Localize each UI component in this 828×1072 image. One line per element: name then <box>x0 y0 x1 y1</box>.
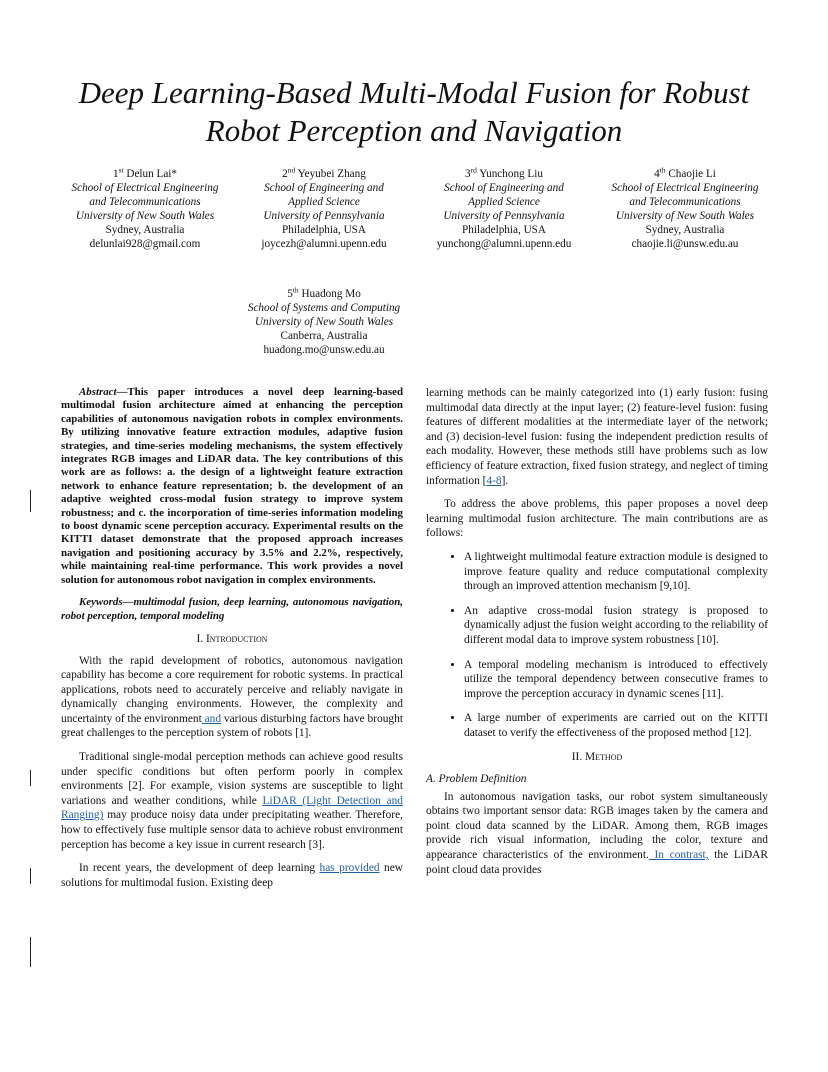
change-bar <box>30 490 31 512</box>
paragraph <box>426 790 768 878</box>
author-name: Chaojie Li <box>668 168 716 180</box>
inline-link[interactable]: LiDAR (Light Detection and Ranging) <box>61 794 403 822</box>
list-item: • A temporal modeling mechanism is introduced to effectively utilize the temporal dependency between consecutive frames to improve the perception accuracy in dynamic scenes [11]. <box>464 658 768 702</box>
section-heading-method <box>426 750 768 765</box>
paper-title: Deep Learning-Based Multi-Modal Fusion for Robust Robot Perception and Navigation <box>78 75 750 148</box>
contribution-list <box>426 550 768 741</box>
abstract-label: Abstract <box>79 386 117 398</box>
author-university: University of Pennsylvania <box>263 210 385 222</box>
abstract-text: —This paper introduces a novel deep learning-based multimodal fusion architecture aimed at enhancing the perception capabilities of autonomous navigation robots in complex environments. By utilizing innovative feature extraction modules, adaptive fusion strategies, and time-series modeling mechanisms, the system effectively integrates RGB images and LiDAR data. The key contributions of this work are as follows: a. the design of a lightweight feature extraction network to enhance feature representation; b. the development of an adaptive weighted cross-modal fusion strategy to improve system robustness; and c. the incorporation of time-series information modeling to boost dynamic scene perception accuracy. Experimental results on the KITTI dataset demonstrate that the proposed approach increases navigation and positioning accuracy by 3.5% and 2.2%, respectively, while maintaining real-time performance. This work provides a novel solution for autonomous robot navigation in complex environments. <box>61 386 403 586</box>
author-5 <box>234 287 414 357</box>
author-university: University of New South Wales <box>615 210 755 222</box>
author-university: University of New South Wales <box>75 210 215 222</box>
author-email: yunchong@alumni.upenn.edu <box>436 238 572 250</box>
author-ordinal-suffix: rd <box>470 165 477 175</box>
list-item: • An adaptive cross-modal fusion strategy is proposed to dynamically adjust the fusion weight according to the reliability of different modal data to improve system robustness [10]. <box>464 604 768 648</box>
paragraph: To address the above problems, this paper proposes a novel deep learning multimodal fusion architecture. The main contributions are as follows: <box>426 498 768 540</box>
paragraph-text: various disturbing factors have brought great challenges to the perception system of robots [1]. <box>61 712 403 740</box>
paragraph-text: may produce noisy data under precipitating weather. Therefore, how to effectively fuse multiple sensor data to achieve robust environment perception has become a key issue in current research [3]. <box>61 809 403 851</box>
inline-link[interactable]: In contrast, <box>648 849 709 862</box>
author-ordinal: 4 <box>654 168 660 180</box>
change-bar <box>30 868 31 884</box>
author-ordinal-suffix: st <box>118 165 124 175</box>
author-dept: Applied Science <box>468 196 540 208</box>
author-dept: School of Systems and Computing <box>247 302 401 314</box>
left-column <box>61 386 403 899</box>
right-column <box>426 386 768 886</box>
list-item: • A lightweight multimodal feature extraction module is designed to improve feature quality and reduce computational complexity through an improved attention mechanism [9,10]. <box>464 550 768 594</box>
section-number: II. <box>571 751 583 764</box>
author-ordinal: 1 <box>112 168 119 180</box>
author-email: delunlai928@gmail.com <box>89 238 201 250</box>
inline-link[interactable]: has provided <box>319 862 380 875</box>
author-ordinal: 5 <box>287 288 293 300</box>
author-3 <box>414 167 594 251</box>
author-dept: and Telecommunications <box>89 196 201 208</box>
author-dept: School of Engineering and <box>264 182 384 194</box>
change-bar <box>30 770 31 786</box>
author-ordinal-suffix: th <box>292 285 299 295</box>
author-email: chaojie.li@unsw.edu.au <box>631 238 739 250</box>
author-ordinal-suffix: th <box>659 165 666 175</box>
paragraph-text: new solutions for multimodal fusion. Existing deep <box>61 862 404 889</box>
section-title: Introduction <box>205 632 268 645</box>
author-dept: and Telecommunications <box>629 196 741 208</box>
citation-link[interactable]: 4-8 <box>486 474 502 487</box>
author-name: Huadong Mo <box>301 288 361 300</box>
author-dept: Applied Science <box>288 196 360 208</box>
author-location: Sydney, Australia <box>645 224 725 236</box>
author-name: Yunchong Liu <box>479 168 543 180</box>
author-ordinal-suffix: nd <box>287 165 296 175</box>
abstract <box>61 386 403 587</box>
author-name: Delun Lai* <box>126 168 178 180</box>
paragraph-text: the LiDAR point cloud data provides <box>426 849 768 876</box>
author-university: University of Pennsylvania <box>443 210 565 222</box>
author-1 <box>55 167 235 251</box>
section-number: I. <box>196 632 204 645</box>
author-email: joycezh@alumni.upenn.edu <box>261 238 387 250</box>
paragraph <box>61 861 403 890</box>
author-dept: School of Electrical Engineering <box>611 182 759 194</box>
subsection-heading: A. Problem Definition <box>426 773 527 786</box>
author-dept: School of Electrical Engineering <box>71 182 219 194</box>
author-university: University of New South Wales <box>254 316 394 328</box>
paragraph-text: ]. <box>501 474 509 487</box>
paragraph-text: learning methods can be mainly categorized into (1) early fusion: fusing multimodal data directly at the input layer; (2) feature-level fusion: fusing features of different modalities at the intermediate layer of the network; and (3) decision-level fusion: fusing the independent prediction results of each modality. However, these methods still have problems such as low efficiency of feature extraction, fixed fusion strategy, and neglect of timing information [ <box>426 387 768 487</box>
list-item: • A large number of experiments are carried out on the KITTI dataset to verify the effectiveness of the proposed method [12]. <box>464 711 768 740</box>
author-location: Philadelphia, USA <box>462 224 546 236</box>
paragraph-text: In autonomous navigation tasks, our robot system simultaneously obtains two important sensor data: RGB images taken by the camera and point cloud data scanned by the LiDAR. Among them, RGB images provide rich visual information, including the color, texture and appearance characteristics of the environment. <box>426 790 768 862</box>
author-4 <box>595 167 775 251</box>
author-dept: School of Engineering and <box>444 182 564 194</box>
paragraph-text: Traditional single-modal perception methods can achieve good results under specific conditions but often perform poorly in complex environments [2]. For example, vision systems are susceptible to light variations and weather conditions, while <box>61 751 403 807</box>
section-heading-introduction <box>61 632 403 647</box>
change-bar <box>30 937 31 967</box>
author-ordinal: 3 <box>465 168 471 180</box>
paragraph <box>61 654 403 742</box>
author-ordinal: 2 <box>282 168 288 180</box>
author-name: Yeyubei Zhang <box>297 168 366 180</box>
paragraph-text: In recent years, the development of deep learning <box>79 862 320 875</box>
inline-link[interactable]: and <box>201 712 222 725</box>
paragraph <box>426 386 768 488</box>
author-location: Canberra, Australia <box>280 330 368 342</box>
author-location: Philadelphia, USA <box>282 224 366 236</box>
paragraph-text: With the rapid development of robotics, autonomous navigation capability has become a core requirement for robotic systems. In practical applications, robots need to accurately perceive and reliably navigate in dynamically changing environments. However, the complexity and uncertainty of the environment <box>61 654 403 725</box>
keywords: Keywords—multimodal fusion, deep learning, autonomous navigation, robot perception, temporal modeling <box>61 596 403 622</box>
author-2 <box>234 167 414 251</box>
paragraph <box>61 750 403 852</box>
section-title: Method <box>585 751 623 764</box>
author-email: huadong.mo@unsw.edu.au <box>263 344 385 356</box>
author-location: Sydney, Australia <box>105 224 185 236</box>
